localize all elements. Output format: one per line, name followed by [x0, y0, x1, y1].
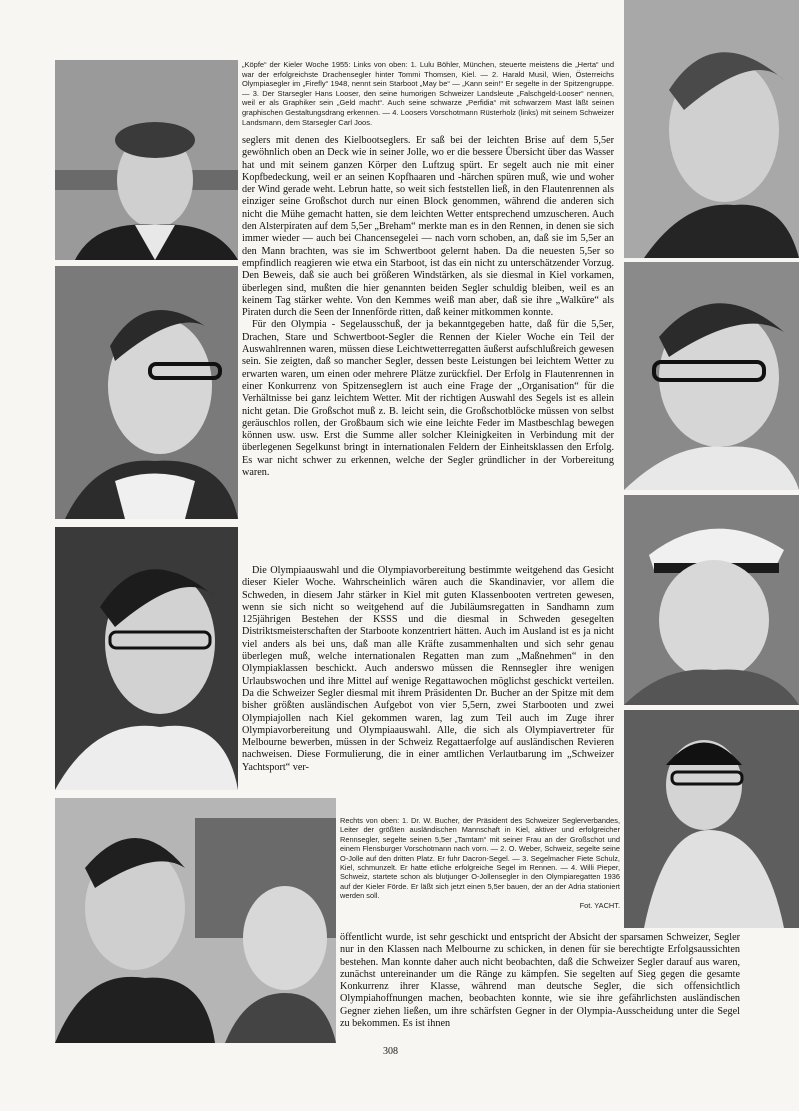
paragraph: Die Olympiaauswahl und die Olympiavorbereitung bestimmte weitgehend das Gesicht dieser Kieler Woche. Wahrscheinlich wären auch die Skandinavier, vor allem die Schweden, in diesem Jahr stärker in Kiel mit guten Klassenbooten vertreten gewesen, wenn sie sich nicht so weitgehend auf die Jubiläumsregatten in Sandhamn zum 125jährigen Bestehen der KSSS und die diesmal in Schweden gesegelten Distriktsmeisterschaften der Starboote konzentriert hätten. Auch im Ausland ist es ja nicht viel anders als bei uns, daß man alle Kräfte zusammenhalten und sich sehr genau überlegen muß, welche internationalen Regatten man zum „Maßnehmen“ in den Olympiaklassen beschickt. Auch anderswo müssen die Rennsegler ihre wenigen Urlaubswochen und ihre Mittel auf wenige Regattawochen möglichst geschickt verteilen. Da die Schweizer Segler diesmal mit ihrem Präsidenten Dr. Bucher an der Spitze mit dem bisher größten ausländischen Aufgebot von vier 5,5ern, zwei Starbooten und zwei Olympiajollen nach Kiel gekommen waren, lag zum Teil auch im Zuge ihrer Olympiavorbereitung und Olympiaauswahl. Alle, die sich als Olympiavertreter für Melbourne bewerben, müssen in der Schweiz Regattaerfolge auf ausländischen Revieren nachweisen. Diese Formulierung, die in einer amtlichen Verlautbarung im „Schweizer Yachtsport“ ver- [242, 565, 614, 773]
photo-ruesterholz-joos [55, 798, 336, 1043]
portrait-icon [624, 710, 799, 928]
photo-bucher [624, 0, 799, 258]
article-body-lower [340, 932, 740, 1030]
paragraph: Für den Olympia - Segelausschuß, der ja bekanntgegeben hatte, daß für die 5,5er, Drachen, Stare und Schwertboot-Segler die Rennen der Kieler Woche ein Teil der Auswahlrennen waren, müssen diese Leichtwetterregatten äußerst aufschlußreich gewesen sein. Sie zeigten, daß so mancher Segler, dessen beste Leistungen bei leichtem Wetter zu erwarten waren, um einen oder mehrere Plätze zurückfiel. Der Erfolg in Flautenrennen in einer Konkurrenz von Spitzenseglern ist auch eine Frage der „Organisation“ für die Verhältnisse bei ganz leichtem Wetter. Mit der richtigen Auswahl des Segels ist es allein nicht getan. Die Großschot muß z. B. leicht sein, die Großschotblöcke müssen von selbst geräuschlos rollen, der Großbaum sich wie eine leichte Feder im Mastbeschlag bewegen können usw. usw. Erst die Summe aller solcher Kleinigkeiten in Verbindung mit der überlegenen Segelkunst bringt in internationalen Feldern der Einheitsklassen den Erfolg. Es war nicht schwer zu erkennen, welche der Segler gründlicher in der Vorbereitung waren. [242, 319, 614, 479]
paragraph: öffentlicht wurde, ist sehr geschickt und entspricht der Absicht der sparsamen Schweizer, Segler nur in den Klassen nach Melbourne zu schicken, in denen für sie berechtigte Erfolgsaussichten bestehen. Man konnte daher auch nicht beobachten, daß die Schweizer Segler darauf aus waren, zunächst untereinander um die Ränge zu kämpfen. Sie segelten auf Sieg gegen die gesamte Konkurrenz ihrer Klasse, während man deutsche Segler, die sich offensichtlich Olympiahoffnungen machen, beobachten konnte, wie sie ihre gefährlichsten ausländischen Gegner ziehen ließen, um ihre schärfsten Gegner in der Olympia-Ausscheidung unter die Segel zu bekommen. Es ist ihnen [340, 932, 740, 1030]
article-body-middle [242, 565, 614, 812]
page-number: 308 [383, 1046, 398, 1057]
portrait-icon [55, 266, 238, 519]
photo-looser [55, 527, 238, 790]
portrait-icon [624, 262, 799, 490]
caption-left-photos [242, 60, 614, 127]
photo-schulz [624, 495, 799, 705]
photo-boehler [55, 60, 238, 260]
photo-pieper [624, 710, 799, 928]
article-body-upper [242, 135, 614, 479]
portrait-icon [55, 798, 336, 1043]
caption-text: „Köpfe“ der Kieler Woche 1955: Links von oben: 1. Lulu Böhler, München, steuerte meistens die „Herta“ und war der erfolgreichste Drachensegler hinter Tommi Thomsen, Kiel. — 2. Harald Musil, Wien, Österreichs Olympiasegler im „Firefly“ 1948, nennt sein Starboot „May be“ — „Kann sein!“ Er segelte in der Spitzengruppe. — 3. Der Starsegler Hans Looser, den seine humorigen Schweizer Landsleute „Falschgeld-Looser“ nennen, weil er als Graphiker sein „Geld macht“. Auch seine schwarze „Perfidia“ mit schwarzem Mast läßt seinen graphischen Gestaltungsdrang erkennen. — 4. Loosers Vorschotmann Rüsterholz (links) mit seinem Schweizer Landsmann, dem Starsegler Carl Joos. [242, 60, 614, 127]
photo-weber [624, 262, 799, 490]
portrait-icon [55, 527, 238, 790]
portrait-icon [624, 0, 799, 258]
portrait-icon [55, 60, 238, 260]
photo-musil [55, 266, 238, 519]
caption-right-photos [340, 816, 620, 910]
portrait-icon [624, 495, 799, 705]
caption-text: Rechts von oben: 1. Dr. W. Bucher, der Präsident des Schweizer Seglerverbandes, Leiter der größten ausländischen Mannschaft in Kiel, aktiver und erfolgreicher Rennsegler, segelte seinen 5,5er „Tamtam“ mit seiner Frau an der Großschot und einem Flensburger Vorschotmann nach vorn. — 2. O. Weber, Schweiz, segelte seine O-Jolle auf den dritten Platz. Er fuhr Dacron-Segel. — 3. Segelmacher Fiete Schulz, Kiel, schmunzelt. Er hatte etliche erfolgreiche Segel im Rennen. — 4. Willi Pieper, Schweiz, startete schon als blutjunger O-Jollensegler in den Olympiaregatten 1936 auf der Kieler Förde. Er läßt sich jetzt einen 5,5er bauen, der an der Adria stationiert werden soll. [340, 816, 620, 901]
paragraph: seglers mit denen des Kielbootseglers. Er saß bei der leichten Brise auf dem 5,5er gewöhnlich oben an Deck wie in seiner Jolle, wo er die bessere Übersicht über das Wasser hat und mit seinem ganzen Körper den Luftzug spürt. Er segelt auch nie mit einer Kopfbedeckung, weil er an seinen Kopfhaaren und -härchen spüren muß, wie und woher der Wind gerade weht. Lebrun hatte, so weit sich feststellen ließ, in den Flautenrennen als einziger seine Großschot durch nur einen Block genommen, während die anderen sich nicht die Mühe gemacht hatten, sie dem leichten Wetter entsprechend umzuscheren. Auch den Alsterpiraten auf dem 5,5er „Breham“ merkte man es in den Rennen, in denen sie sich immer wieder — auch bei Chancensegelei — nach vorn schoben, an, daß sie im 5,5er an den Mann brachten, was sie im Schwertboot gelernt haben. Da die neuesten 5,5er so empfindlich reagieren wie etwa ein Starboot, ist das ein nicht zu unterschätzender Vorzug. Den Beweis, daß sie auch bei größeren Windstärken, als sie diesmal in Kiel vorkamen, überlegen sind, mußten die hier genannten beiden Segler schuldig bleiben, weil es an keinem Tag stärker wehte. Von den Kemmes weiß man aber, daß sie ihre „Walküre“ als Piraten durch die Seen der Innenförde ritten, daß keiner mitkommen konnte. [242, 135, 614, 319]
photo-credit: Fot. YACHT. [579, 900, 620, 910]
